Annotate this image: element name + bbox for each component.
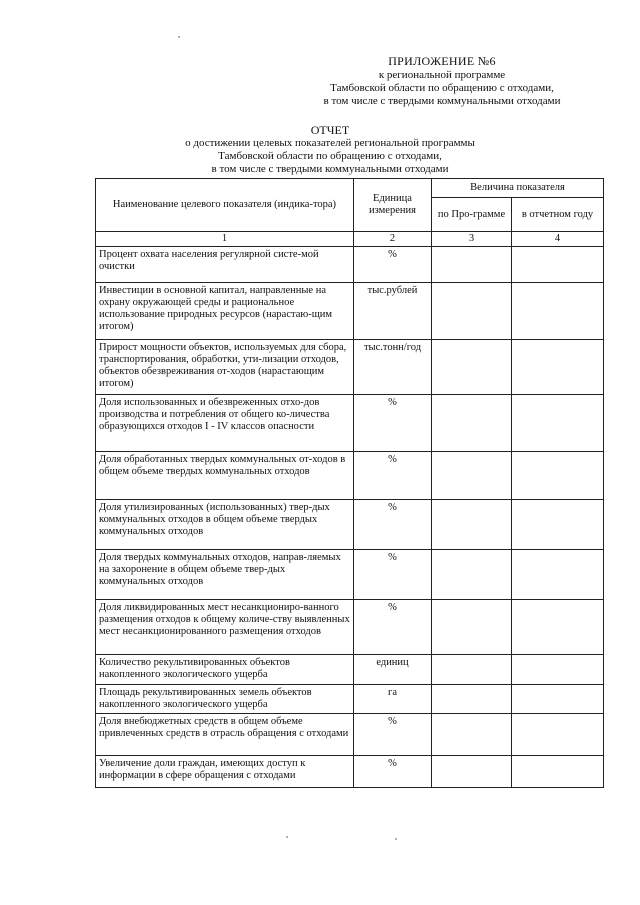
indicator-name: Доля утилизированных (использованных) твер-дых коммунальных отходов в общем объеме твердых коммунальных отходов <box>96 500 354 550</box>
indicator-name: Процент охвата населения регулярной систе-мой очистки <box>96 247 354 283</box>
column-number: 2 <box>354 232 432 247</box>
value-in-period <box>512 550 604 600</box>
indicator-name: Доля внебюджетных средств в общем объеме привлеченных средств в отрасль обращения с отходами <box>96 714 354 756</box>
report-heading <box>150 124 510 176</box>
appendix-line: Тамбовской области по обращению с отходами, <box>330 82 554 94</box>
value-in-period <box>512 756 604 788</box>
indicator-unit: % <box>354 500 432 550</box>
indicator-unit: % <box>354 600 432 655</box>
table-row <box>96 655 604 685</box>
indicator-name: Доля использованных и обезвреженных отхо-дов производства и потребления от общего ко-личества образующихся отходов I - IV классов опасности <box>96 395 354 452</box>
indicator-unit: % <box>354 714 432 756</box>
appendix-header <box>272 55 612 108</box>
value-by-program <box>432 550 512 600</box>
value-by-program <box>432 340 512 395</box>
header-indicator-name: Наименование целевого показателя (индика-тора) <box>96 179 354 232</box>
value-by-program <box>432 283 512 340</box>
table-row <box>96 452 604 500</box>
value-in-period <box>512 283 604 340</box>
value-in-period <box>512 685 604 714</box>
value-by-program <box>432 395 512 452</box>
header-unit: Единица измерения <box>354 179 432 232</box>
indicator-unit: тыс.рублей <box>354 283 432 340</box>
value-in-period <box>512 600 604 655</box>
value-in-period <box>512 500 604 550</box>
table-row <box>96 685 604 714</box>
indicator-name: Инвестиции в основной капитал, направленные на охрану окружающей среды и рациональное использование природных ресурсов (нарастаю-щим итогом) <box>96 283 354 340</box>
scan-speck <box>178 36 180 38</box>
indicator-unit: % <box>354 756 432 788</box>
table-row <box>96 756 604 788</box>
header-by-program: по Про-грамме <box>432 198 512 232</box>
indicator-unit: га <box>354 685 432 714</box>
indicator-name: Количество рекультивированных объектов накопленного экологического ущерба <box>96 655 354 685</box>
report-subtitle-line: о достижении целевых показателей региональной программы <box>185 137 475 149</box>
indicator-unit: % <box>354 452 432 500</box>
table-row <box>96 340 604 395</box>
value-in-period <box>512 452 604 500</box>
header-in-period: в отчетном году <box>512 198 604 232</box>
report-subtitle-line: в том числе с твердыми коммунальными отходами <box>211 163 449 175</box>
indicator-unit: % <box>354 247 432 283</box>
indicator-name: Доля обработанных твердых коммунальных от-ходов в общем объеме твердых коммунальных отходов <box>96 452 354 500</box>
column-number: 4 <box>512 232 604 247</box>
value-by-program <box>432 247 512 283</box>
indicator-unit: единиц <box>354 655 432 685</box>
value-by-program <box>432 452 512 500</box>
indicator-unit: % <box>354 550 432 600</box>
scan-speck <box>395 838 397 840</box>
table-row <box>96 395 604 452</box>
indicators-table <box>95 178 604 788</box>
scan-speck <box>286 836 288 838</box>
indicator-name: Доля ликвидированных мест несанкциониро-ванного размещения отходов к общему количе-ству выявленных мест несанкционированного размещения отходов <box>96 600 354 655</box>
indicator-name: Увеличение доли граждан, имеющих доступ к информации в сфере обращения с отходами <box>96 756 354 788</box>
table-row <box>96 600 604 655</box>
value-by-program <box>432 600 512 655</box>
indicator-name: Доля твердых коммунальных отходов, направ-ляемых на захоронение в общем объеме твер-дых коммунальных отходов <box>96 550 354 600</box>
value-in-period <box>512 655 604 685</box>
indicator-unit: тыс.тонн/год <box>354 340 432 395</box>
table-row <box>96 550 604 600</box>
appendix-line: к региональной программе <box>378 69 506 81</box>
report-title: ОТЧЕТ <box>310 123 350 137</box>
value-in-period <box>512 714 604 756</box>
appendix-line: в том числе с твердыми коммунальными отходами <box>323 95 561 107</box>
value-by-program <box>432 756 512 788</box>
header-value: Величина показателя <box>432 179 604 198</box>
value-in-period <box>512 395 604 452</box>
column-number: 3 <box>432 232 512 247</box>
appendix-title: ПРИЛОЖЕНИЕ №6 <box>388 54 496 68</box>
indicator-name: Прирост мощности объектов, используемых для сбора, транспортирования, обработки, ути-лизации отходов, объектов обезвреживания от-ходов (нарастающим итогом) <box>96 340 354 395</box>
table-row <box>96 714 604 756</box>
table-row <box>96 247 604 283</box>
table-row <box>96 500 604 550</box>
indicator-unit: % <box>354 395 432 452</box>
value-in-period <box>512 247 604 283</box>
table-row <box>96 283 604 340</box>
value-by-program <box>432 655 512 685</box>
value-in-period <box>512 340 604 395</box>
value-by-program <box>432 685 512 714</box>
value-by-program <box>432 714 512 756</box>
value-by-program <box>432 500 512 550</box>
report-subtitle-line: Тамбовской области по обращению с отходами, <box>218 150 442 162</box>
column-numbers-row <box>96 232 604 247</box>
indicator-name: Площадь рекультивированных земель объектов накопленного экологического ущерба <box>96 685 354 714</box>
column-number: 1 <box>96 232 354 247</box>
